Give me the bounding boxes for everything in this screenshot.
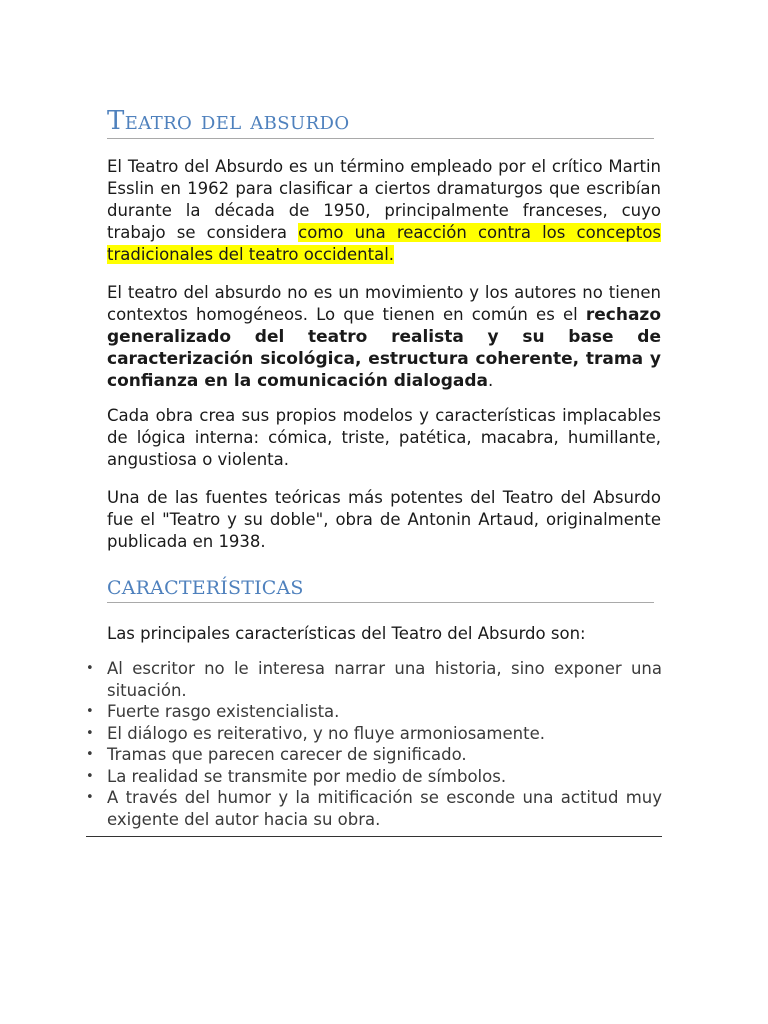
page-title: Teatro del absurdo — [107, 104, 654, 139]
list-intro: Las principales características del Teatro del Absurdo son: — [107, 624, 586, 643]
second-text-end: . — [488, 371, 494, 390]
list-item — [86, 701, 662, 723]
bullet-icon: • — [86, 790, 94, 805]
list-item-text: A través del humor y la mitificación se esconde una actitud muy exigente del autor hacia su obra. — [107, 788, 662, 829]
bullet-icon: • — [86, 725, 94, 741]
bottom-divider — [86, 836, 662, 837]
third-paragraph: Cada obra crea sus propios modelos y características implacables de lógica interna: cómica, triste, patética, macabra, humillante, angustiosa o violenta. — [107, 406, 661, 469]
bullet-icon: • — [86, 768, 94, 784]
list-item-text: Al escritor no le interesa narrar una historia, sino exponer una situación. — [107, 659, 662, 700]
list-item-text: Fuerte rasgo existencialista. — [107, 702, 340, 721]
intro-text: El Teatro del Absurdo es un término empleado por el crítico Martin Esslin en 1962 para clasificar a ciertos dramaturgos que escribían durante la década de 1950, principalmente franceses, cuyo trabajo se considera — [107, 157, 661, 242]
intro-paragraph — [107, 156, 661, 266]
bullet-icon: • — [86, 747, 94, 762]
characteristics-list — [86, 658, 662, 830]
list-item — [86, 744, 662, 766]
second-text: El teatro del absurdo no es un movimiento y los autores no tienen contextos homogéneos. Lo que tienen en común es el — [107, 283, 661, 324]
list-item-text: Tramas que parecen carecer de significado. — [107, 745, 467, 764]
fourth-paragraph: Una de las fuentes teóricas más potentes del Teatro del Absurdo fue el "Teatro y su doble", obra de Antonin Artaud, originalmente publicada en 1938. — [107, 488, 661, 551]
list-item-text: La realidad se transmite por medio de símbolos. — [107, 766, 507, 786]
list-item — [86, 766, 662, 788]
list-item — [86, 723, 662, 745]
section-heading: CARACTERÍSTICAS — [107, 574, 654, 603]
bold-text: rechazo generalizado del teatro realista y su base de caracterización sicológica, estructura coherente, trama y confianza en la comunicación dialogada — [107, 305, 661, 391]
list-item — [86, 787, 662, 830]
second-paragraph — [107, 282, 661, 392]
highlighted-text: como una reacción contra los conceptos tradicionales del teatro occidental. — [107, 223, 662, 264]
list-item — [86, 658, 662, 701]
bullet-icon: • — [86, 661, 94, 676]
list-item-text: El diálogo es reiterativo, y no fluye armoniosamente. — [107, 723, 545, 743]
bullet-icon: • — [86, 704, 94, 719]
